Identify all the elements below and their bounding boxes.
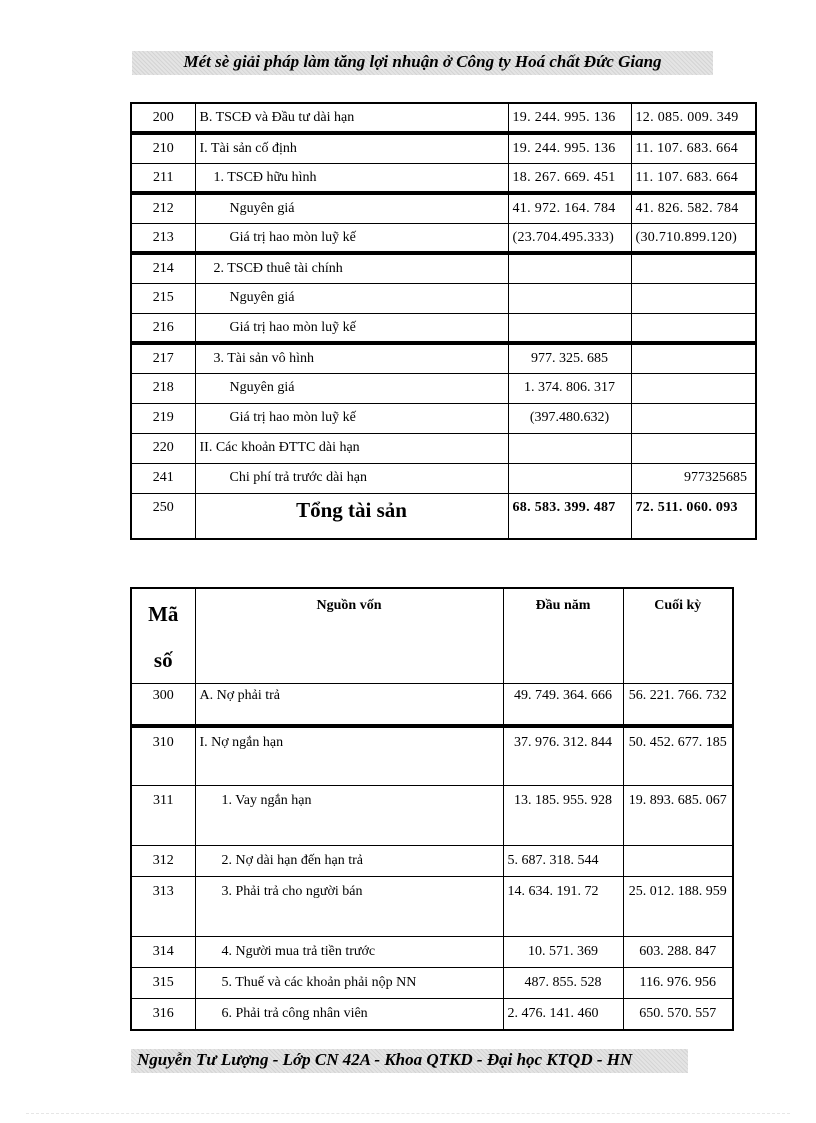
row-label: Chi phí trả trước dài hạn xyxy=(195,463,508,493)
row-code: 311 xyxy=(131,786,195,846)
row-start-value: 5. 687. 318. 544 xyxy=(503,846,623,877)
row-label: 3. Tài sản vô hình xyxy=(195,343,508,373)
row-end-value: 977325685 xyxy=(631,463,756,493)
row-code: 214 xyxy=(131,253,195,283)
row-code: 210 xyxy=(131,133,195,163)
row-start-value xyxy=(508,283,631,313)
row-label: B. TSCĐ và Đầu tư dài hạn xyxy=(195,103,508,133)
row-code: 217 xyxy=(131,343,195,373)
row-end-value xyxy=(623,846,733,877)
row-code: 250 xyxy=(131,493,195,539)
row-start-value: (23.704.495.333) xyxy=(508,223,631,253)
table-row xyxy=(131,343,756,373)
row-code: 220 xyxy=(131,433,195,463)
table-row xyxy=(131,373,756,403)
table-row xyxy=(131,937,733,968)
page-footer xyxy=(131,1049,688,1073)
row-start-value: 10. 571. 369 xyxy=(503,937,623,968)
row-label: Giá trị hao mòn luỹ kế xyxy=(195,403,508,433)
table-row xyxy=(131,313,756,343)
row-end-value: 11. 107. 683. 664 xyxy=(631,133,756,163)
table-row xyxy=(131,103,756,133)
row-label: Giá trị hao mòn luỹ kế xyxy=(195,223,508,253)
row-code: 215 xyxy=(131,283,195,313)
footer-text: Nguyễn Tư Lượng - Lớp CN 42A - Khoa QTKD - Đại học KTQD - HN xyxy=(137,1050,633,1069)
row-start-value xyxy=(508,433,631,463)
row-label: Nguyên giá xyxy=(195,193,508,223)
table-row xyxy=(131,433,756,463)
table-row xyxy=(131,223,756,253)
row-code: 200 xyxy=(131,103,195,133)
row-code: 315 xyxy=(131,968,195,999)
row-label: Nguyên giá xyxy=(195,373,508,403)
row-end-value xyxy=(631,403,756,433)
row-label: 3. Phải trả cho người bán xyxy=(195,877,503,937)
page-bottom-divider xyxy=(26,1113,790,1114)
header-title: Mét sè giải pháp làm tăng lợi nhuận ở Công ty Hoá chất Đức Giang xyxy=(183,52,662,71)
row-end-value: 41. 826. 582. 784 xyxy=(631,193,756,223)
table-row xyxy=(131,999,733,1031)
table-header-row xyxy=(131,588,733,684)
row-end-value: 11. 107. 683. 664 xyxy=(631,163,756,193)
row-label: 6. Phải trả công nhân viên xyxy=(195,999,503,1031)
row-start-value: 13. 185. 955. 928 xyxy=(503,786,623,846)
row-label: Nguyên giá xyxy=(195,283,508,313)
row-code: 314 xyxy=(131,937,195,968)
row-label: 2. TSCĐ thuê tài chính xyxy=(195,253,508,283)
row-end-value: 116. 976. 956 xyxy=(623,968,733,999)
row-code: 219 xyxy=(131,403,195,433)
total-end-value: 72. 511. 060. 093 xyxy=(631,493,756,539)
page-header xyxy=(132,51,713,75)
row-start-value xyxy=(508,253,631,283)
table-row xyxy=(131,968,733,999)
row-end-value: 19. 893. 685. 067 xyxy=(623,786,733,846)
row-label: II. Các khoản ĐTTC dài hạn xyxy=(195,433,508,463)
code-header-line1: Mã xyxy=(148,602,179,626)
row-end-value: 56. 221. 766. 732 xyxy=(623,684,733,726)
row-end-value xyxy=(631,283,756,313)
row-label: 1. Vay ngắn hạn xyxy=(195,786,503,846)
row-code: 212 xyxy=(131,193,195,223)
table-row xyxy=(131,846,733,877)
row-end-value xyxy=(631,433,756,463)
row-code: 316 xyxy=(131,999,195,1031)
row-start-value xyxy=(508,313,631,343)
row-label: 5. Thuế và các khoản phải nộp NN xyxy=(195,968,503,999)
row-code: 211 xyxy=(131,163,195,193)
table-row xyxy=(131,726,733,786)
row-end-value: 25. 012. 188. 959 xyxy=(623,877,733,937)
row-end-value: 603. 288. 847 xyxy=(623,937,733,968)
assets-table xyxy=(130,102,757,540)
row-end-value: 12. 085. 009. 349 xyxy=(631,103,756,133)
row-code: 313 xyxy=(131,877,195,937)
row-code: 218 xyxy=(131,373,195,403)
table-row xyxy=(131,193,756,223)
row-start-value: 1. 374. 806. 317 xyxy=(508,373,631,403)
row-end-value: 50. 452. 677. 185 xyxy=(623,726,733,786)
row-end-value xyxy=(631,343,756,373)
table-row xyxy=(131,163,756,193)
row-label: 1. TSCĐ hữu hình xyxy=(195,163,508,193)
row-label: Giá trị hao mòn luỹ kế xyxy=(195,313,508,343)
row-label: 2. Nợ dài hạn đến hạn trả xyxy=(195,846,503,877)
row-end-value xyxy=(631,373,756,403)
total-start-value: 68. 583. 399. 487 xyxy=(508,493,631,539)
row-start-value: 19. 244. 995. 136 xyxy=(508,133,631,163)
row-label: I. Tài sản cố định xyxy=(195,133,508,163)
row-start-value: 18. 267. 669. 451 xyxy=(508,163,631,193)
source-header: Nguồn vốn xyxy=(195,588,503,684)
row-end-value: 650. 570. 557 xyxy=(623,999,733,1031)
row-start-value: 37. 976. 312. 844 xyxy=(503,726,623,786)
code-header-line2: số xyxy=(153,648,173,672)
row-start-value xyxy=(508,463,631,493)
row-start-value: 2. 476. 141. 460 xyxy=(503,999,623,1031)
row-code: 213 xyxy=(131,223,195,253)
row-label: I. Nợ ngắn hạn xyxy=(195,726,503,786)
row-code: 310 xyxy=(131,726,195,786)
end-header: Cuối kỳ xyxy=(623,588,733,684)
table-row xyxy=(131,253,756,283)
table-row xyxy=(131,403,756,433)
table-row xyxy=(131,877,733,937)
row-code: 300 xyxy=(131,684,195,726)
table-row xyxy=(131,684,733,726)
table-row xyxy=(131,283,756,313)
liabilities-table xyxy=(130,587,734,1031)
start-header: Đầu năm xyxy=(503,588,623,684)
table-row xyxy=(131,133,756,163)
row-label: A. Nợ phải trả xyxy=(195,684,503,726)
row-start-value: (397.480.632) xyxy=(508,403,631,433)
row-start-value: 41. 972. 164. 784 xyxy=(508,193,631,223)
row-label: 4. Người mua trả tiền trước xyxy=(195,937,503,968)
table-row xyxy=(131,786,733,846)
total-label: Tổng tài sản xyxy=(195,493,508,539)
row-code: 312 xyxy=(131,846,195,877)
row-start-value: 977. 325. 685 xyxy=(508,343,631,373)
row-end-value: (30.710.899.120) xyxy=(631,223,756,253)
row-code: 241 xyxy=(131,463,195,493)
total-row xyxy=(131,493,756,539)
row-start-value: 19. 244. 995. 136 xyxy=(508,103,631,133)
table-row xyxy=(131,463,756,493)
row-start-value: 49. 749. 364. 666 xyxy=(503,684,623,726)
row-code: 216 xyxy=(131,313,195,343)
row-start-value: 14. 634. 191. 72 xyxy=(503,877,623,937)
code-header xyxy=(131,588,195,684)
row-end-value xyxy=(631,313,756,343)
row-start-value: 487. 855. 528 xyxy=(503,968,623,999)
row-end-value xyxy=(631,253,756,283)
